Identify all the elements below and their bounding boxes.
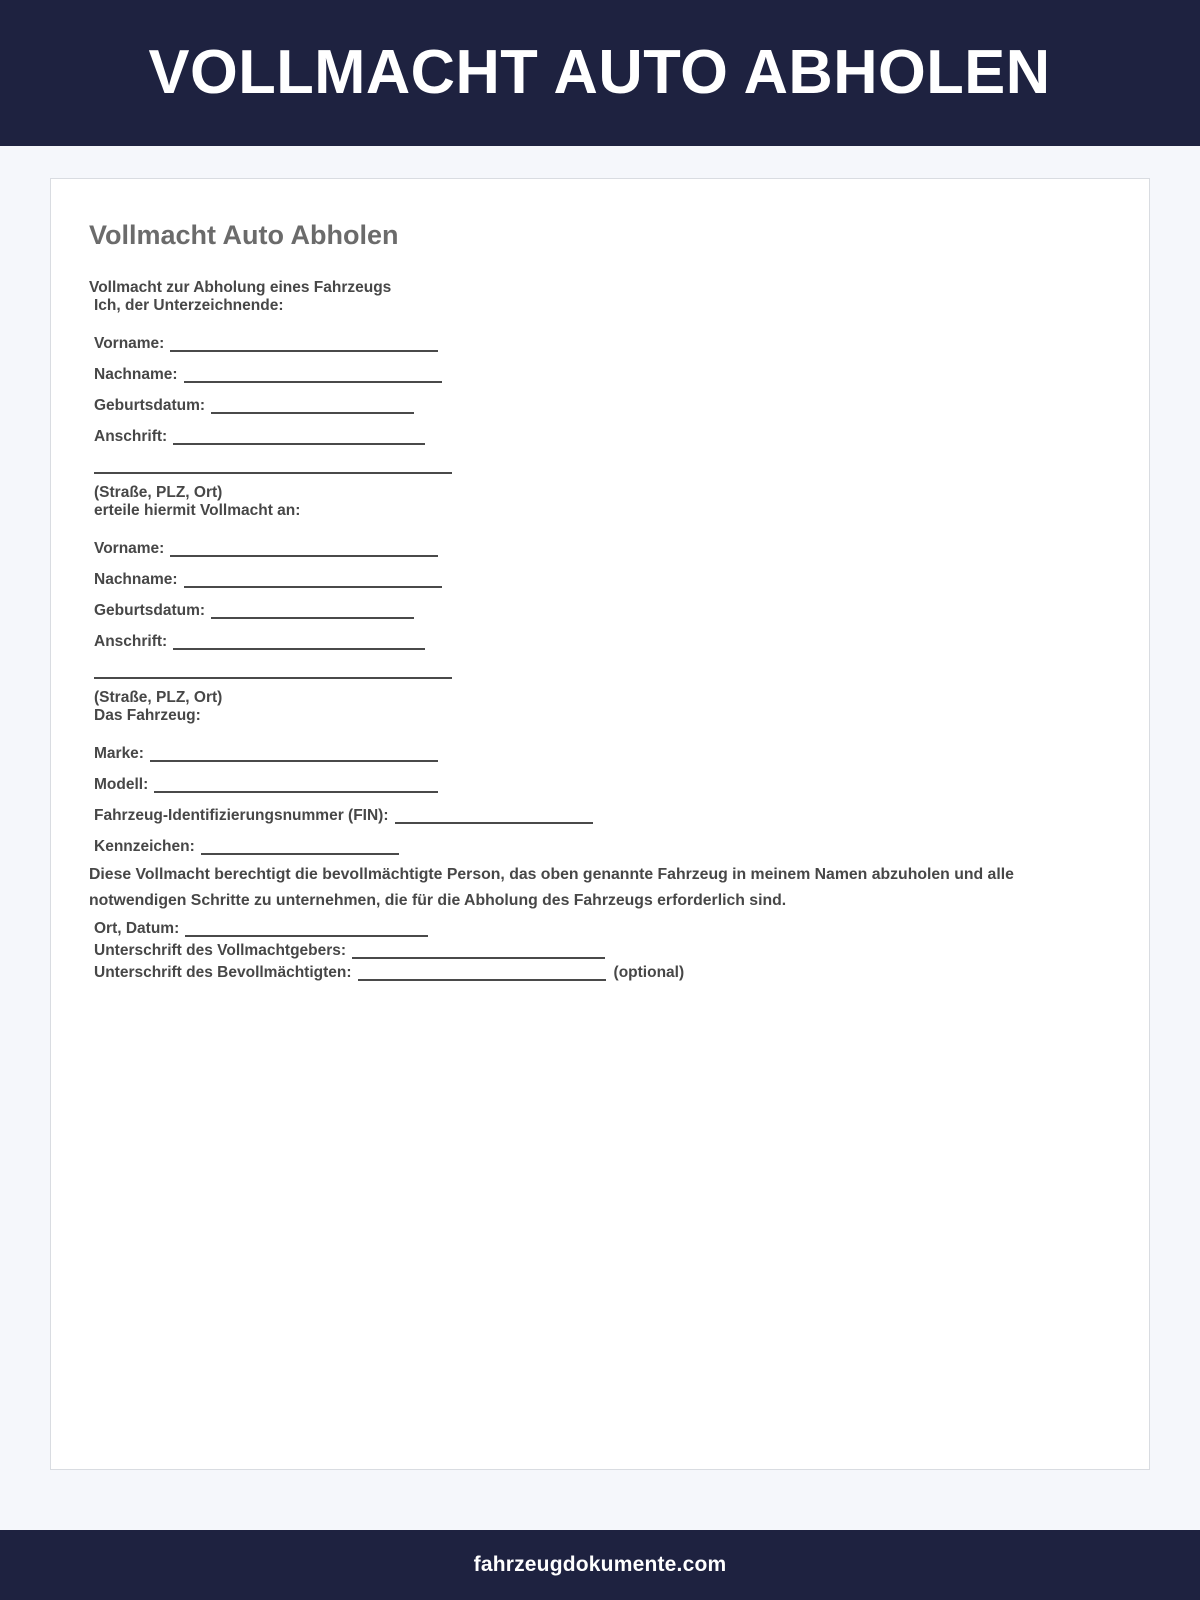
vehicle-kennzeichen-label: Kennzeichen: (94, 838, 195, 856)
grantor-signature-input[interactable] (352, 957, 605, 959)
vehicle-marke-label: Marke: (94, 745, 144, 763)
vehicle-marke-row (89, 745, 1105, 763)
vehicle-marke-input[interactable] (150, 760, 438, 762)
vehicle-modell-row (89, 776, 1105, 794)
grantor-anschrift-row (89, 428, 1105, 446)
grantor-vorname-input[interactable] (170, 350, 438, 352)
grantee-anschrift-label: Anschrift: (94, 633, 168, 651)
grantee-vorname-input[interactable] (170, 555, 438, 557)
grantor-vorname-row (89, 335, 1105, 353)
grantee-anschrift-second-line-input[interactable] (94, 677, 452, 679)
grantor-signature-label: Unterschrift des Vollmachtgebers: (94, 941, 347, 959)
authorization-paragraph: Diese Vollmacht berechtigt die bevollmächtigte Person, das oben genannte Fahrzeug in meinem Namen abzuholen und alle notwendigen Schritte zu unternehmen, die für die Abholung des Fahrzeugs erforderlich sind. (89, 866, 1014, 909)
grantor-anschrift-input[interactable] (173, 443, 425, 445)
grantor-geburtsdatum-input[interactable] (211, 412, 414, 414)
grantee-vorname-row (89, 540, 1105, 558)
document-card (50, 178, 1150, 1470)
ort-datum-input[interactable] (185, 935, 428, 937)
grantor-nachname-row (89, 366, 1105, 384)
intro-heading: Vollmacht zur Abholung eines Fahrzeugs (89, 279, 392, 297)
vehicle-fin-input[interactable] (395, 822, 593, 824)
grantee-signature-label: Unterschrift des Bevollmächtigten: (94, 963, 352, 981)
grantee-signature-row (89, 964, 1105, 982)
grantee-nachname-row (89, 571, 1105, 589)
grantee-vorname-label: Vorname: (94, 540, 165, 558)
vehicle-kennzeichen-row (89, 838, 1105, 856)
grantor-vorname-label: Vorname: (94, 335, 165, 353)
header-title: VOLLMACHT AUTO ABHOLEN (149, 38, 1051, 107)
grantor-nachname-input[interactable] (184, 381, 442, 383)
grantee-nachname-label: Nachname: (94, 571, 178, 589)
grantor-anschrift-second-line-input[interactable] (94, 472, 452, 474)
grantee-signature-input[interactable] (358, 979, 606, 981)
ort-datum-label: Ort, Datum: (94, 919, 180, 937)
grantee-address-hint: (Straße, PLZ, Ort) (94, 689, 223, 707)
grantor-signature-row (89, 942, 1105, 960)
signer-intro: Ich, der Unterzeichnende: (94, 297, 284, 315)
page-title: Vollmacht Auto Abholen (89, 220, 399, 250)
document-body (51, 179, 1149, 982)
grantor-nachname-label: Nachname: (94, 366, 178, 384)
vehicle-fin-row (89, 807, 1105, 825)
grantee-nachname-input[interactable] (184, 586, 442, 588)
grantee-anschrift-row (89, 633, 1105, 651)
header-banner (0, 0, 1200, 146)
grantor-geburtsdatum-label: Geburtsdatum: (94, 397, 206, 415)
vehicle-modell-label: Modell: (94, 776, 149, 794)
grant-intro: erteile hiermit Vollmacht an: (94, 502, 301, 520)
vehicle-fin-label: Fahrzeug-Identifizierungsnummer (FIN): (94, 807, 389, 825)
grantee-anschrift-input[interactable] (173, 648, 425, 650)
ort-datum-row (89, 920, 1105, 938)
grantee-geburtsdatum-label: Geburtsdatum: (94, 602, 206, 620)
grantor-address-hint: (Straße, PLZ, Ort) (94, 484, 223, 502)
grantee-signature-optional-note: (optional) (613, 963, 685, 981)
grantor-geburtsdatum-row (89, 397, 1105, 415)
grantor-anschrift-label: Anschrift: (94, 428, 168, 446)
vehicle-kennzeichen-input[interactable] (201, 853, 399, 855)
vehicle-heading: Das Fahrzeug: (94, 707, 201, 725)
vehicle-modell-input[interactable] (154, 791, 438, 793)
document-canvas (0, 146, 1200, 1530)
grantee-geburtsdatum-input[interactable] (211, 617, 414, 619)
grantee-geburtsdatum-row (89, 602, 1105, 620)
footer-site-name: fahrzeugdokumente.com (473, 1553, 727, 1576)
footer-banner (0, 1530, 1200, 1600)
